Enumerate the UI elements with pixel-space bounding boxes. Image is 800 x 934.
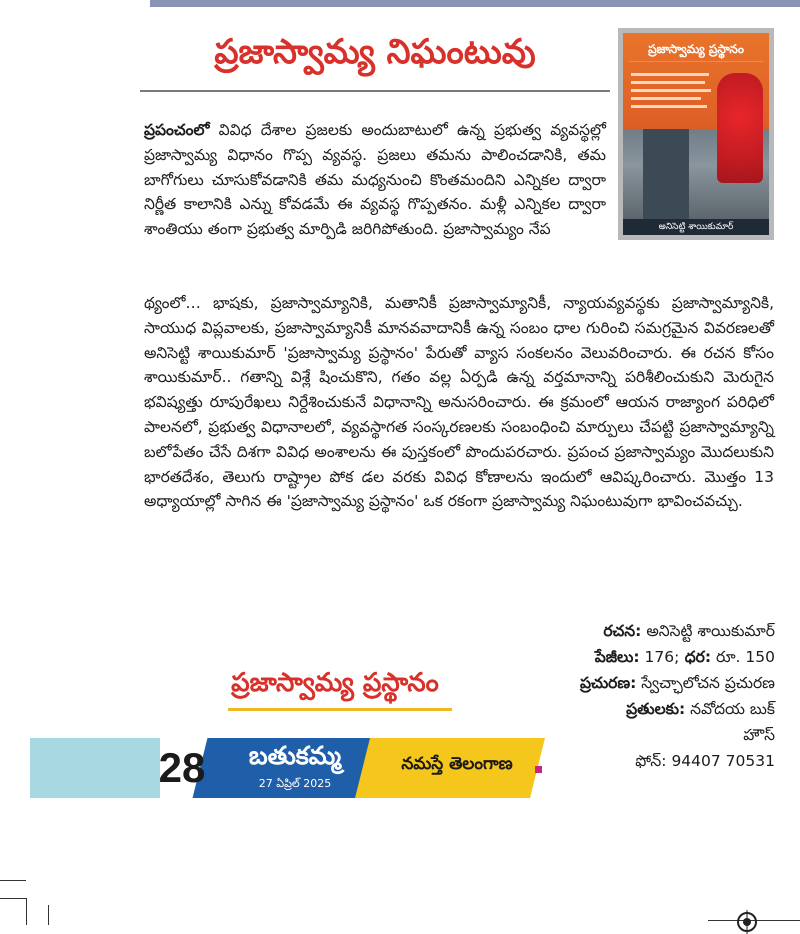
credit-author: రచన: అనిసెట్టి శాయికుమార్ bbox=[603, 622, 775, 640]
cover-author: అనిసెట్టి శాయికుమార్ bbox=[623, 219, 769, 235]
credit-phone: ఫోన్: 94407 70531 bbox=[635, 752, 775, 770]
article-paragraph-main: థ్యంలో… భాషకు, ప్రజాస్వామ్యానికి, మతానికీ ప్రజాస్వామ్యానికీ, న్యాయవ్యవస్థకు ప్రజాస్వామ్యానికి, సాయుధ విప్లవాలకు, ప్రజాస్వామ్యానికీ మానవవాదానికీ ఉన్న సంబం ధాల గురించి సమగ్రమైన వివరణలతో అనిసెట్టి శాయికుమార్ 'ప్రజాస్వామ్య ప్రస్థానం' పేరుతో వ్యాస సంకలనం వెలువరించారు. ఈ రచన కోసం శాయికుమార్.. గతాన్ని విశ్లే షించుకొని, గతం వల్ల ఏర్పడి ఉన్న వర్తమానాన్ని పరిశీలించుకుని మెరుగైన భవిష్యత్తు రూపురేఖలు నిర్దేశించుకునే విధానాన్ని అనుసరించారు. ఈ క్రమంలో ఆయన రాజ్యాంగ పరిధిలో పాలనలో, ప్రభుత్వ విధానాలలో, వ్యవస్థాగత సంస్కరణలకు సంబంధించి మార్పులు చేపట్టి ప్రజాస్వామ్యాన్ని బలోపేతం చేసే దిశగా వివిధ అంశాలను ఈ పుస్తకంలో పొందుపరచారు. ప్రపంచ ప్రజాస్వామ్యం మొదలుకుని భారతదేశం, తెలుగు రాష్ట్రాల పోక డల వరకు వివిధ కోణాలను ఇందులో ఆవిష్కరించారు. మొత్తం 13 అధ్యాయాల్లో సాగిన ఈ 'ప్రజాస్వామ్య ప్రస్థానం' ఒక రకంగా ప్రజాస్వామ్య నిఘంటువుగా భావించవచ్చు. bbox=[144, 294, 774, 511]
crop-mark bbox=[48, 905, 49, 925]
page-footer bbox=[30, 738, 545, 798]
book-cover-image bbox=[618, 28, 774, 240]
cover-blurb-lines bbox=[631, 73, 711, 113]
article-paragraph-top bbox=[144, 118, 606, 242]
article-headline: ప్రజాస్వామ్య నిఘంటువు bbox=[214, 32, 536, 72]
square-bullet-icon bbox=[535, 766, 542, 773]
page-number: 28 bbox=[158, 744, 206, 791]
crop-mark bbox=[26, 898, 27, 925]
top-rule bbox=[150, 0, 800, 7]
raised-fist-icon bbox=[717, 73, 763, 183]
credit-copies: ప్రతులకు: నవోదయ బుక్ bbox=[626, 700, 775, 718]
cover-door-shape bbox=[643, 129, 689, 219]
crop-mark bbox=[0, 880, 26, 881]
headline-underline bbox=[140, 90, 610, 92]
book-title-callout: ప్రజాస్వామ్య ప్రస్థానం bbox=[231, 668, 439, 698]
book-title-underline bbox=[228, 708, 452, 711]
crop-mark bbox=[0, 898, 26, 899]
cover-title: ప్రజాస్వామ్య ప్రస్థానం bbox=[629, 42, 763, 62]
credit-pages-price: పేజీలు: 176; ధర: రూ. 150 bbox=[594, 648, 775, 666]
lead-word: ప్రపంచంలో bbox=[144, 121, 210, 139]
book-cover-art bbox=[623, 33, 769, 235]
credit-publisher: ప్రచురణ: స్వేచ్ఛాలోచన ప్రచురణ bbox=[580, 674, 775, 692]
credit-copies-cont: హౌస్ bbox=[743, 726, 775, 744]
footer-band-cyan bbox=[30, 738, 160, 798]
newspaper-name: నమస్తే తెలంగాణ bbox=[401, 754, 513, 774]
registration-mark-icon bbox=[735, 910, 759, 934]
magazine-name: బతుకమ్మ bbox=[248, 741, 342, 770]
issue-date: 27 ఏప్రిల్ 2025 bbox=[258, 777, 332, 790]
paragraph-text: వివిధ దేశాల ప్రజలకు అందుబాటులో ఉన్న ప్రభుత్వ వ్యవస్థల్లో ప్రజాస్వామ్య విధానం గొప్ప వ్యవస్థ. ప్రజలు తమను పాలించడానికి, తమ బాగోగులు చూసుకోవడానికి తమ మధ్యనుంచి కొంతమందిని ఎన్నికల ద్వారా నిర్ణీత కాలానికి ఎన్ను కోవడమే ఈ వ్యవస్థ గొప్పతనం. మళ్లీ ఎన్నికల ద్వారా శాంతియు తంగా ప్రభుత్వ మార్పిడి జరిగిపోతుంది. ప్రజాస్వామ్యం నేప bbox=[144, 121, 606, 239]
